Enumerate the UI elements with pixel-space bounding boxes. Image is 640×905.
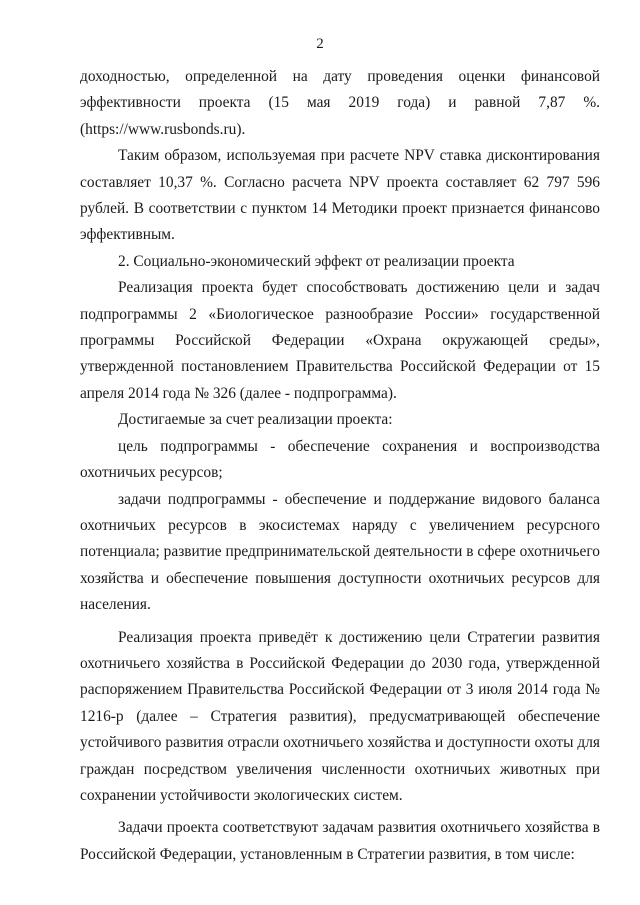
paragraph-strategy-goal: Реализация проекта приведёт к достижению цели Стратегии развития охотничьего хозяйства в Российской Федерации до 2030 года, утвержденной распоряжением Правительства Российской Федерации от 3 июля 2014 года № 1216-р (далее – Стратегия развития), предусматривающей обеспечение устойчивого развития отрасли охотничьего хозяйства и доступности охоты для граждан посредством увеличения численности охотничьих животных при сохранении устойчивости экологических систем. [80,628,600,804]
paragraph-yield-continuation: доходностью, определенной на дату проведения оценки финансовой эффективности проекта (15 мая 2019 года) и равной 7,87 %. (https://www.rusbonds.ru). [80,68,600,138]
document-body [80,64,600,868]
paragraph-subprogram-goal: цель подпрограммы - обеспечение сохранения и воспроизводства охотничьих ресурсов; [80,437,600,482]
page-number: 2 [316,36,324,52]
paragraph-subprogram-tasks: задачи подпрограммы - обеспечение и поддержание видового баланса охотничьих ресурсов в экосистемах наряду с увеличением ресурсного потенциала; развитие предпринимательской деятельности в сфере охотничьего хозяйства и обеспечение повышения доступности охотничьих ресурсов для населения. [80,490,600,614]
paragraph-achieved-intro: Достигаемые за счет реализации проекта: [118,411,393,429]
section-heading-socioeconomic-effect: 2. Социально-экономический эффект от реализации проекта [118,252,515,270]
paragraph-subprogram-goals: Реализация проекта будет способствовать достижению цели и задач подпрограммы 2 «Биологическое разнообразие России» государственной программы Российской Федерации «Охрана окружающей среды», утвержденной постановлением Правительства Российской Федерации от 15 апреля 2014 года № 326 (далее - подпрограмма). [80,279,600,402]
paragraph-strategy-tasks: Задачи проекта соответствуют задачам развития охотничьего хозяйства в Российской Федерации, установленным в Стратегии развития, в том числе: [80,819,600,863]
paragraph-npv-result: Таким образом, используемая при расчете NPV ставка дисконтирования составляет 10,37 %. Согласно расчета NPV проекта составляет 62 797 596 рублей. В соответствии с пунктом 14 Методики проект признается финансово эффективным. [80,147,600,244]
